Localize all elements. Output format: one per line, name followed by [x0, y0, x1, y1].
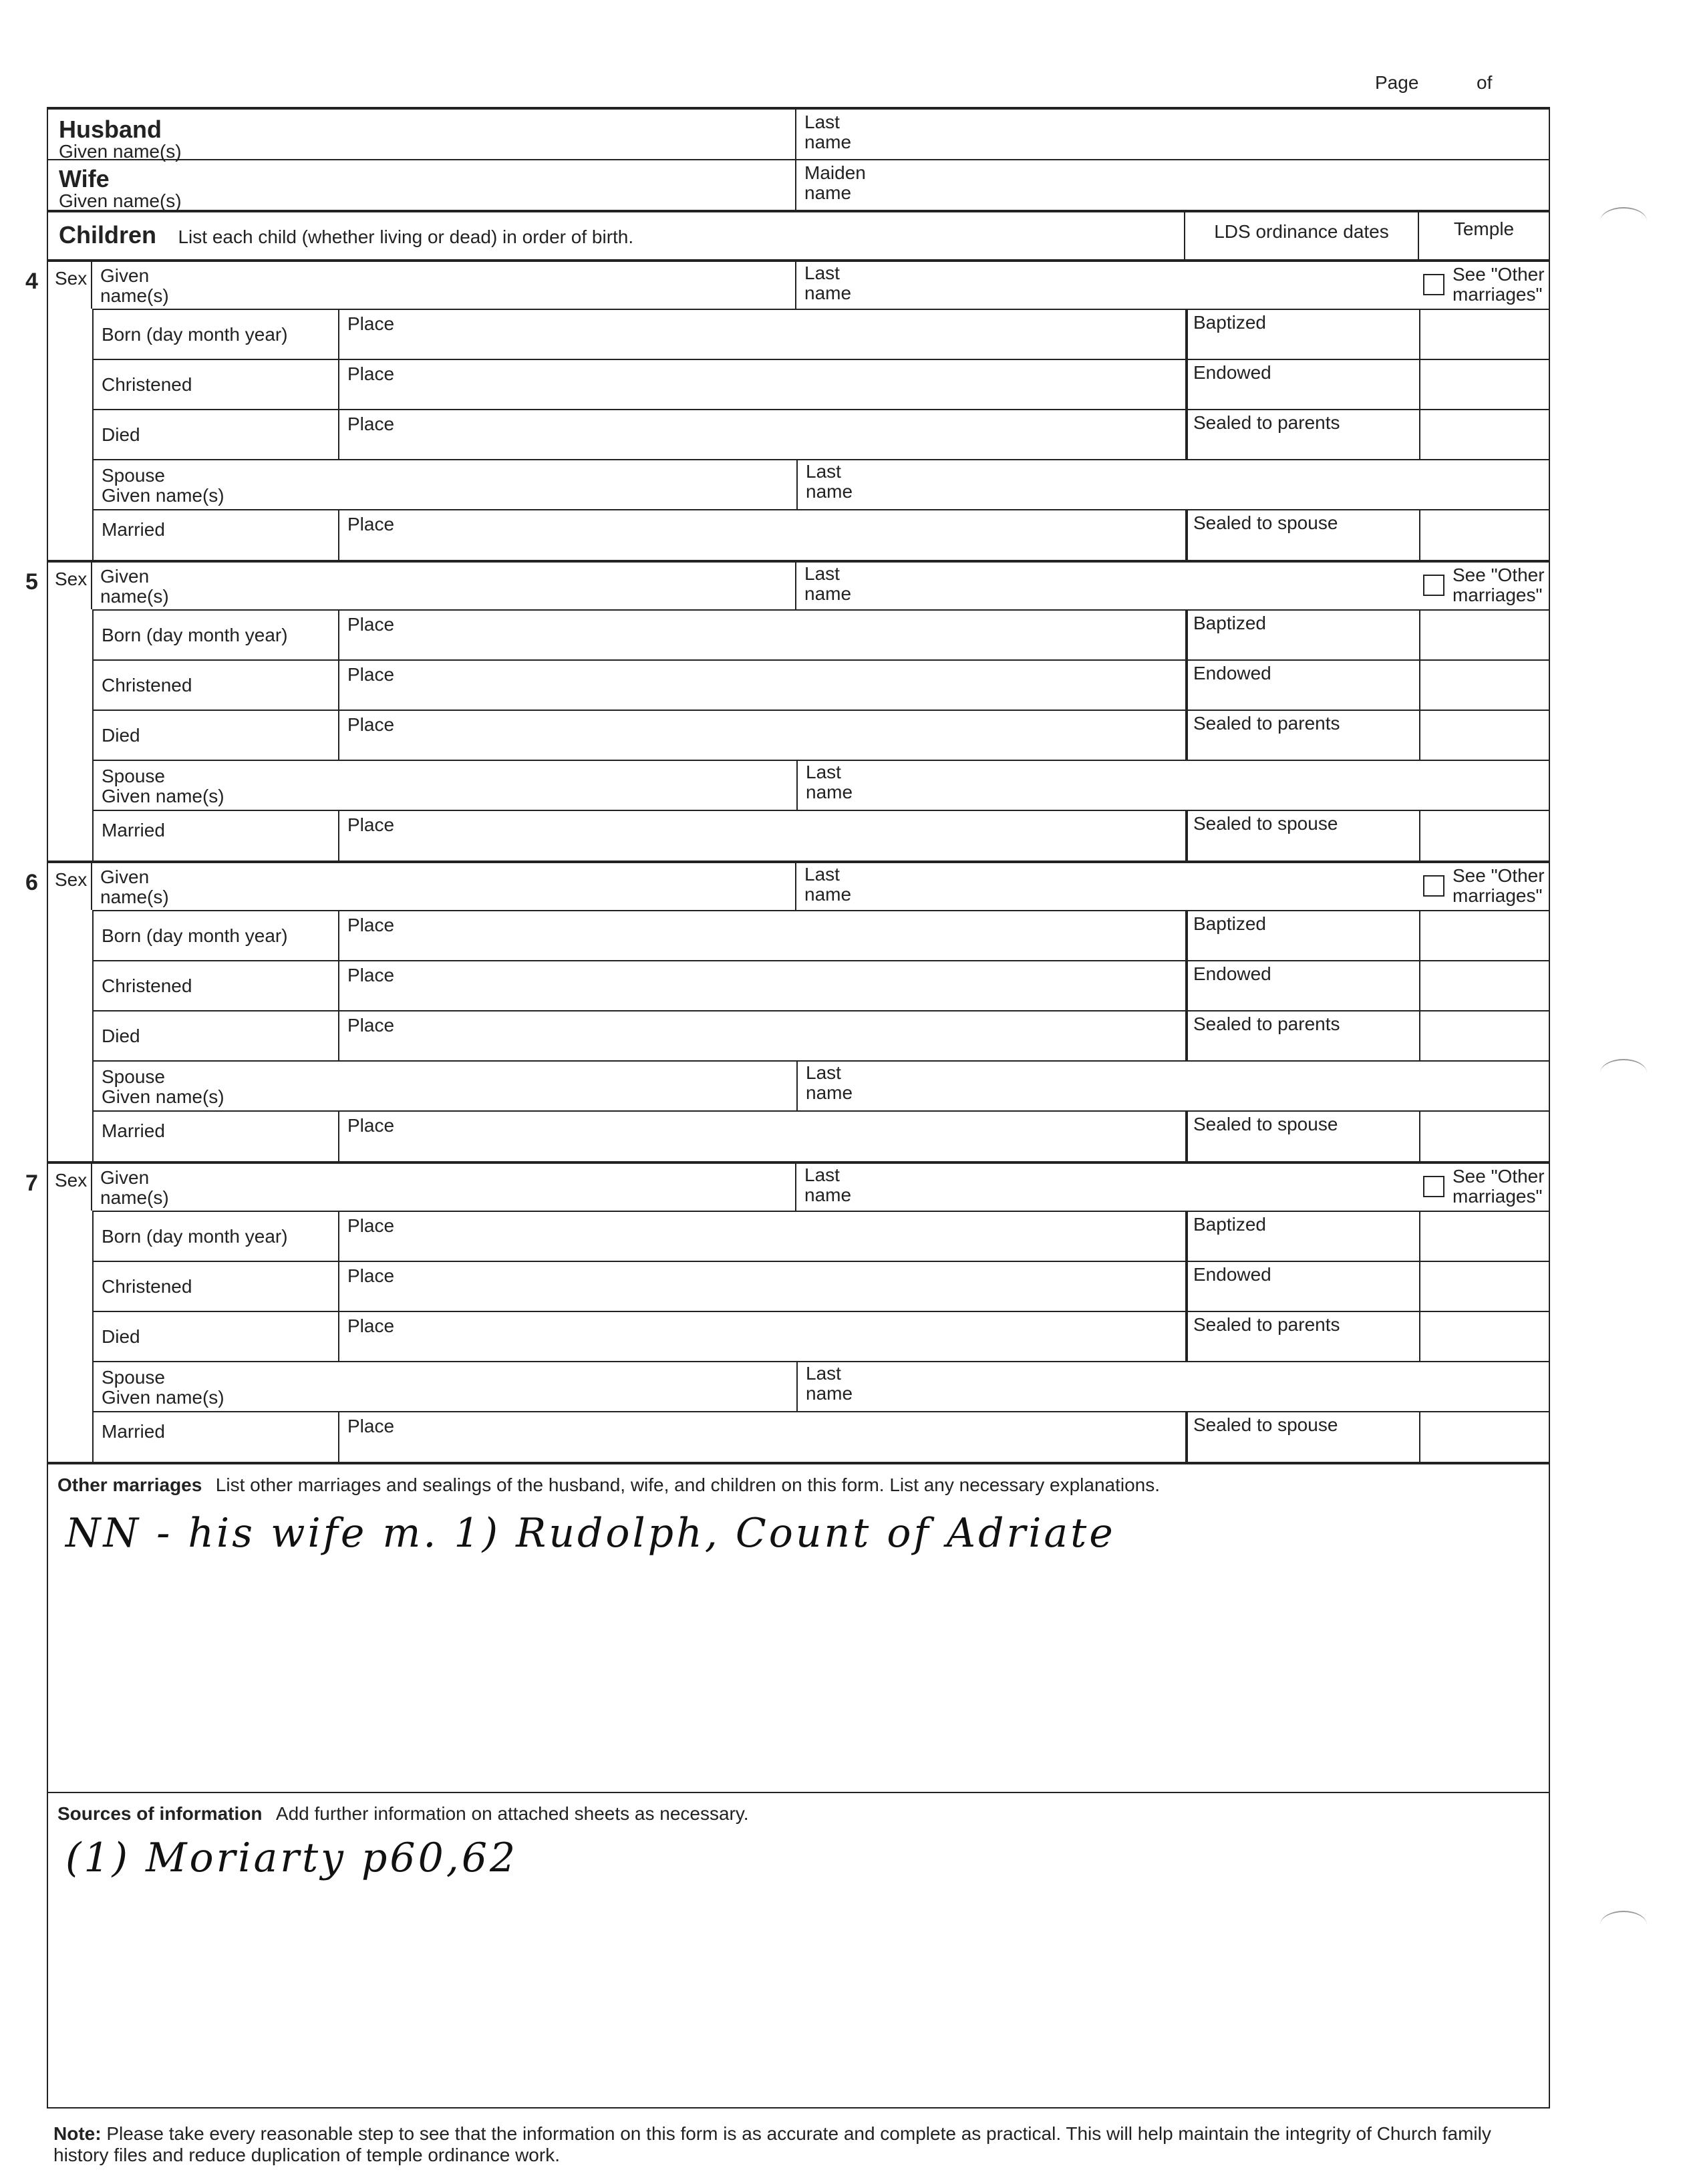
child-last-name-field[interactable]: Last name — [795, 1164, 1549, 1211]
wife-maiden-name-field[interactable]: Maiden name — [795, 160, 1549, 210]
spouse-given-name-field[interactable]: Spouse Given name(s) — [102, 1367, 224, 1408]
lds-dates-header: LDS ordinance dates — [1184, 212, 1418, 259]
husband-row — [47, 107, 1550, 162]
see-other-marriages-checkbox[interactable] — [1423, 575, 1444, 596]
sealed-to-spouse-date-field[interactable]: Sealed to spouse — [1185, 510, 1419, 560]
died-date-field[interactable]: Died — [102, 1026, 140, 1046]
child-given-name-field[interactable]: Given name(s) — [100, 1167, 169, 1208]
born-date-field[interactable]: Born (day month year) — [102, 925, 288, 946]
married-place-field[interactable]: Place — [338, 1112, 1185, 1161]
christened-date-field[interactable]: Christened — [102, 975, 192, 996]
endowed-date-field[interactable]: Endowed — [1185, 961, 1419, 1010]
event-row — [94, 409, 1549, 459]
married-date-field[interactable]: Married — [102, 1421, 165, 1442]
child-given-name-field[interactable]: Given name(s) — [100, 867, 169, 907]
sealed_parents-date-field[interactable]: Sealed to parents — [1185, 410, 1419, 459]
baptized-date-field[interactable]: Baptized — [1185, 1212, 1419, 1261]
married-date-field[interactable]: Married — [102, 820, 165, 840]
children-header-row — [47, 210, 1550, 259]
see-other-marriages-label: See "Other marriages" — [1452, 865, 1545, 906]
child-block — [25, 560, 1550, 861]
see-other-marriages-label: See "Other marriages" — [1452, 565, 1545, 605]
married-row — [94, 1110, 1549, 1161]
died-place-field[interactable]: Place — [338, 1011, 1185, 1060]
event-row — [94, 1211, 1549, 1261]
child-last-name-field[interactable]: Last name — [795, 563, 1549, 609]
sealed-to-spouse-temple-field[interactable] — [1419, 1112, 1549, 1161]
spouse-row — [94, 459, 1549, 509]
died-place-field[interactable]: Place — [338, 1312, 1185, 1361]
child-block — [25, 259, 1550, 560]
child-number: 5 — [25, 569, 38, 595]
died-date-field[interactable]: Died — [102, 1326, 140, 1347]
binder-tab — [1600, 1911, 1647, 1939]
other-marriages-instruction: List other marriages and sealings of the husband, wife, and children on this form. List any necessary explanations. — [215, 1474, 1161, 1495]
child-given-name-field[interactable]: Given name(s) — [100, 265, 169, 306]
died-date-field[interactable]: Died — [102, 725, 140, 746]
see-other-marriages-checkbox[interactable] — [1423, 875, 1444, 897]
child-block — [25, 861, 1550, 1161]
sealed-to-spouse-date-field[interactable]: Sealed to spouse — [1185, 1412, 1419, 1462]
child-number: 6 — [25, 870, 38, 895]
child-number: 7 — [25, 1171, 38, 1196]
married-row — [94, 509, 1549, 560]
form-note: Note: Please take every reasonable step to see that the information on this form is as accurate and complete as practical. This will help maintain the integrity of Church family history files and reduce duplication of temple ordinance work. — [53, 2123, 1491, 2165]
see-other-marriages-checkbox[interactable] — [1423, 274, 1444, 295]
baptized-temple-field[interactable] — [1419, 310, 1549, 359]
sex-field[interactable]: Sex — [48, 563, 92, 609]
event-row — [94, 910, 1549, 960]
event-row — [94, 1311, 1549, 1361]
endowed-date-field[interactable]: Endowed — [1185, 1262, 1419, 1311]
sealed_parents-temple-field[interactable] — [1419, 1011, 1549, 1060]
christened-place-field[interactable]: Place — [338, 1262, 1185, 1311]
baptized-temple-field[interactable] — [1419, 911, 1549, 960]
other-marriages-handwriting: NN - his wife m. 1) Rudolph, Count of Adriate — [65, 1510, 1116, 1557]
sealed_parents-date-field[interactable]: Sealed to parents — [1185, 1011, 1419, 1060]
husband-given-label: Given name(s) — [59, 141, 182, 162]
sealed-to-spouse-temple-field[interactable] — [1419, 510, 1549, 560]
spouse-row — [94, 1361, 1549, 1411]
event-row — [94, 309, 1549, 359]
married-place-field[interactable]: Place — [338, 510, 1185, 560]
husband-last-name-field[interactable]: Last name — [795, 110, 1549, 159]
christened-date-field[interactable]: Christened — [102, 675, 192, 695]
born-place-field[interactable]: Place — [338, 310, 1185, 359]
spouse-last-name-field[interactable]: Last name — [796, 1362, 1549, 1411]
sources-title: Sources of information — [57, 1803, 263, 1824]
born-date-field[interactable]: Born (day month year) — [102, 324, 288, 345]
sealed_parents-temple-field[interactable] — [1419, 711, 1549, 760]
endowed-temple-field[interactable] — [1419, 360, 1549, 409]
other-marriages-title: Other marriages — [57, 1474, 202, 1495]
wife-title: Wife — [59, 165, 110, 192]
died-place-field[interactable]: Place — [338, 410, 1185, 459]
event-row — [94, 1261, 1549, 1311]
sealed_parents-date-field[interactable]: Sealed to parents — [1185, 711, 1419, 760]
born-place-field[interactable]: Place — [338, 611, 1185, 659]
sealed_parents-temple-field[interactable] — [1419, 1312, 1549, 1361]
sex-field[interactable]: Sex — [48, 863, 92, 910]
event-row — [94, 960, 1549, 1010]
binder-tab — [1600, 207, 1647, 235]
spouse-row — [94, 760, 1549, 810]
wife-given-label: Given name(s) — [59, 190, 182, 211]
sex-field[interactable]: Sex — [48, 262, 92, 309]
married-date-field[interactable]: Married — [102, 1120, 165, 1141]
endowed-temple-field[interactable] — [1419, 661, 1549, 710]
wife-row — [47, 159, 1550, 210]
spouse-last-name-field[interactable]: Last name — [796, 1062, 1549, 1110]
baptized-date-field[interactable]: Baptized — [1185, 611, 1419, 659]
christened-place-field[interactable]: Place — [338, 961, 1185, 1010]
christened-date-field[interactable]: Christened — [102, 1276, 192, 1297]
sealed_parents-date-field[interactable]: Sealed to parents — [1185, 1312, 1419, 1361]
sealed-to-spouse-temple-field[interactable] — [1419, 811, 1549, 861]
married-place-field[interactable]: Place — [338, 1412, 1185, 1462]
event-row — [94, 609, 1549, 659]
husband-title: Husband — [59, 116, 162, 143]
children-title: Children — [59, 221, 157, 249]
baptized-temple-field[interactable] — [1419, 1212, 1549, 1261]
child-last-name-field[interactable]: Last name — [795, 863, 1549, 910]
temple-header: Temple — [1418, 212, 1549, 259]
sealed_parents-temple-field[interactable] — [1419, 410, 1549, 459]
event-row — [94, 1010, 1549, 1060]
christened-place-field[interactable]: Place — [338, 661, 1185, 710]
child-block — [25, 1161, 1550, 1462]
other-marriages-section — [47, 1462, 1550, 1792]
event-row — [94, 359, 1549, 409]
see-other-marriages-label: See "Other marriages" — [1452, 1166, 1545, 1207]
married-place-field[interactable]: Place — [338, 811, 1185, 861]
of-label: of — [1477, 72, 1493, 93]
endowed-date-field[interactable]: Endowed — [1185, 661, 1419, 710]
endowed-temple-field[interactable] — [1419, 961, 1549, 1010]
sources-handwriting: (1) Moriarty p60,62 — [65, 1835, 518, 1881]
married-row — [94, 1411, 1549, 1462]
died-place-field[interactable]: Place — [338, 711, 1185, 760]
baptized-date-field[interactable]: Baptized — [1185, 911, 1419, 960]
page-label: Page — [1375, 72, 1419, 93]
sources-section — [47, 1792, 1550, 2109]
spouse-last-name-field[interactable]: Last name — [796, 460, 1549, 509]
event-row — [94, 659, 1549, 710]
married-date-field[interactable]: Married — [102, 519, 165, 540]
baptized-temple-field[interactable] — [1419, 611, 1549, 659]
event-row — [94, 710, 1549, 760]
children-instruction: List each child (whether living or dead) in order of birth. — [178, 226, 634, 247]
sources-instruction: Add further information on attached sheets as necessary. — [275, 1803, 749, 1824]
born-date-field[interactable]: Born (day month year) — [102, 625, 288, 645]
endowed-date-field[interactable]: Endowed — [1185, 360, 1419, 409]
sealed-to-spouse-date-field[interactable]: Sealed to spouse — [1185, 1112, 1419, 1161]
baptized-date-field[interactable]: Baptized — [1185, 310, 1419, 359]
born-date-field[interactable]: Born (day month year) — [102, 1226, 288, 1247]
spouse-given-name-field[interactable]: Spouse Given name(s) — [102, 766, 224, 806]
family-group-form — [25, 107, 1550, 2109]
sealed-to-spouse-temple-field[interactable] — [1419, 1412, 1549, 1462]
died-date-field[interactable]: Died — [102, 424, 140, 445]
binder-tab — [1600, 1059, 1647, 1087]
child-given-name-field[interactable]: Given name(s) — [100, 566, 169, 607]
sealed-to-spouse-date-field[interactable]: Sealed to spouse — [1185, 811, 1419, 861]
married-row — [94, 810, 1549, 861]
see-other-marriages-label: See "Other marriages" — [1452, 264, 1545, 305]
endowed-temple-field[interactable] — [1419, 1262, 1549, 1311]
christened-place-field[interactable]: Place — [338, 360, 1185, 409]
christened-date-field[interactable]: Christened — [102, 374, 192, 395]
spouse-given-name-field[interactable]: Spouse Given name(s) — [102, 465, 224, 506]
see-other-marriages-checkbox[interactable] — [1423, 1176, 1444, 1197]
spouse-row — [94, 1060, 1549, 1110]
spouse-last-name-field[interactable]: Last name — [796, 761, 1549, 810]
spouse-given-name-field[interactable]: Spouse Given name(s) — [102, 1066, 224, 1107]
sex-field[interactable]: Sex — [48, 1164, 92, 1211]
born-place-field[interactable]: Place — [338, 911, 1185, 960]
child-number: 4 — [25, 269, 38, 294]
child-last-name-field[interactable]: Last name — [795, 262, 1549, 309]
born-place-field[interactable]: Place — [338, 1212, 1185, 1261]
